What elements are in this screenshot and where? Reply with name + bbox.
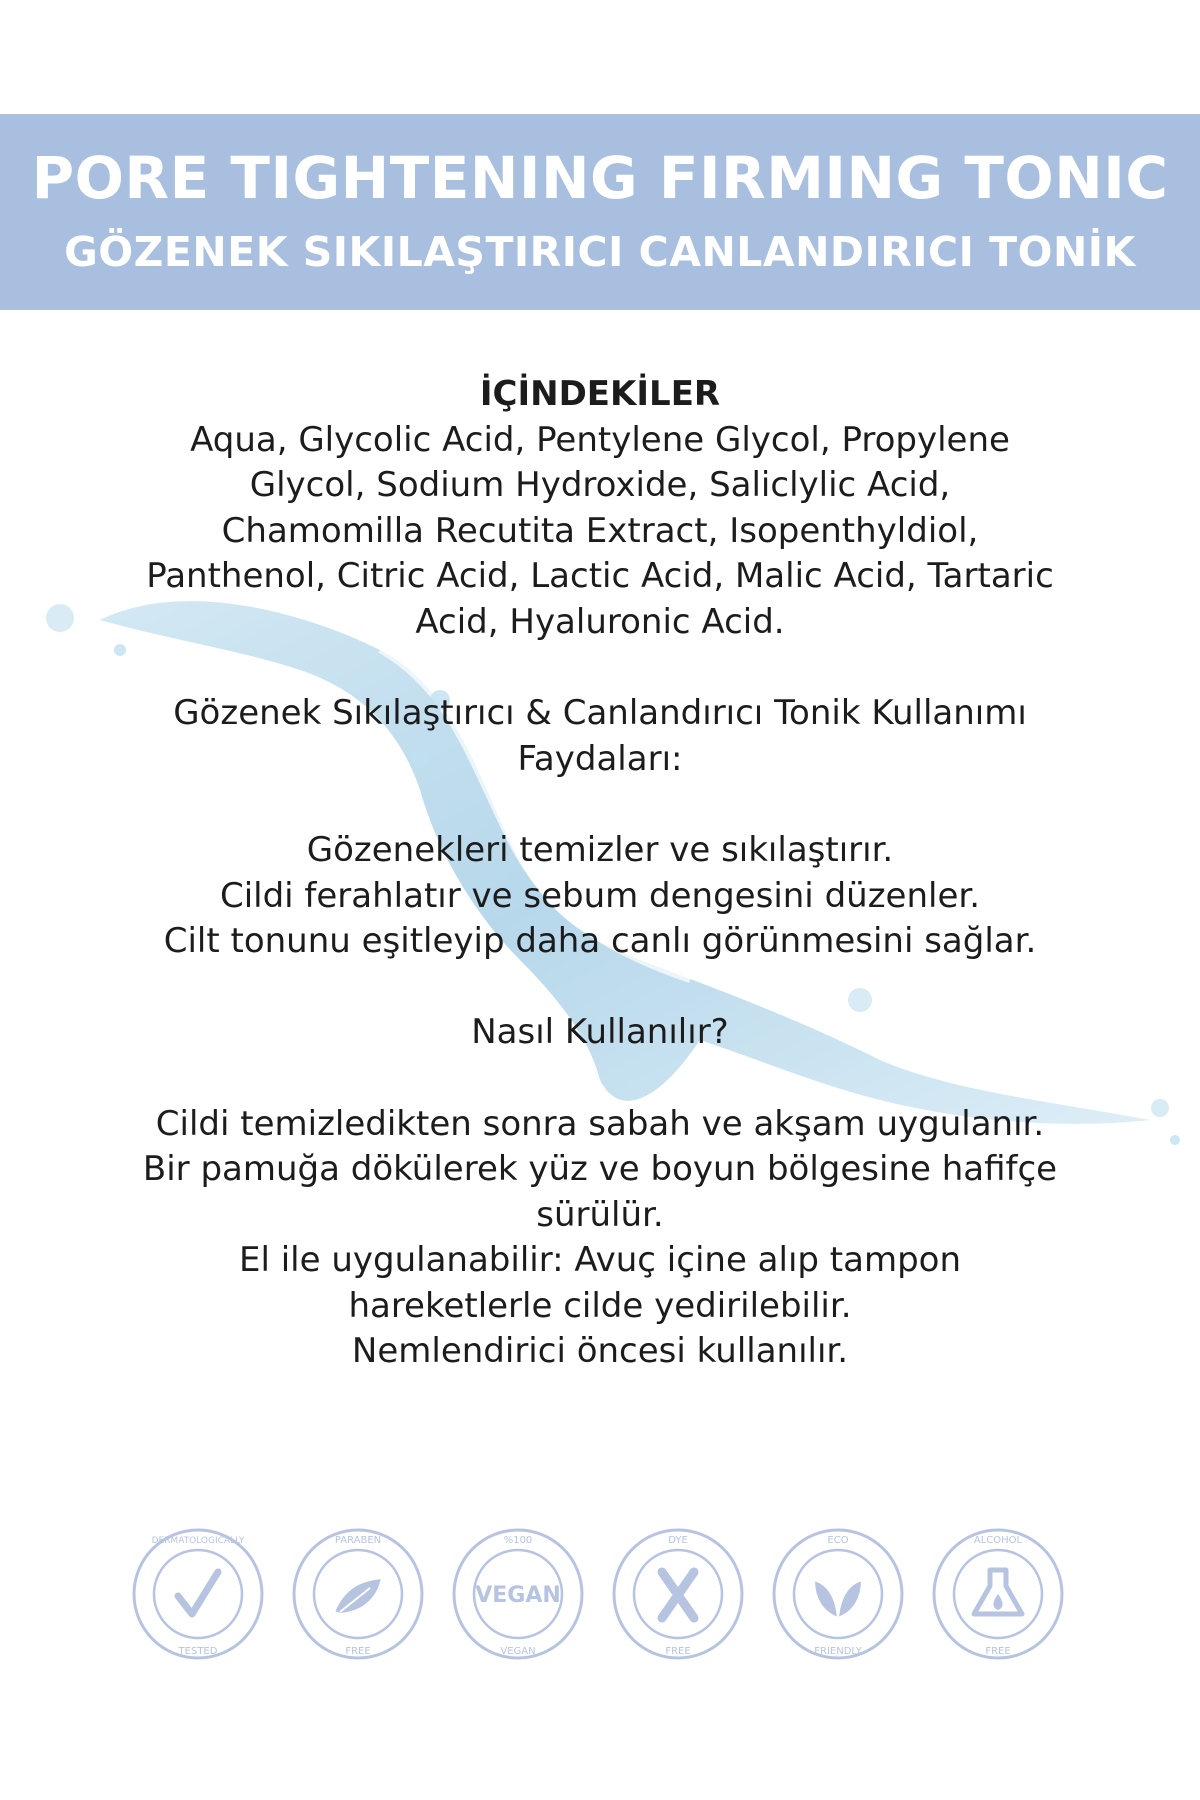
ingredients-heading: İÇİNDEKİLER: [479, 374, 721, 414]
benefits-heading: Gözenek Sıkılaştırıcı & Canlandırıcı Tonik Kullanımı: [173, 693, 1027, 734]
badge-top-text: DERMATOLOGICALLY: [151, 1536, 245, 1546]
benefit-line: Cildi ferahlatır ve sebum dengesini düzenler.: [219, 875, 981, 916]
dermatologically-tested-badge: [130, 1526, 266, 1662]
usage-line: Bir pamuğa dökülerek yüz ve boyun bölgesine hafifçe: [142, 1149, 1058, 1190]
benefit-line: Cilt tonunu eşitleyip daha canlı görünmesini sağlar.: [163, 921, 1037, 962]
benefits-heading: Faydaları:: [517, 738, 683, 779]
badge-bottom-text: FREE: [665, 1646, 691, 1657]
badge-top-text: %100: [503, 1535, 533, 1546]
badge-bottom-text: FREE: [985, 1646, 1011, 1657]
eco-leaves-icon: [814, 1580, 862, 1618]
benefit-line: Gözenekleri temizler ve sıkılaştırır.: [306, 829, 894, 870]
eco-friendly-badge: [770, 1526, 906, 1662]
ingredients-line: Glycol, Sodium Hydroxide, Saliclylic Acid,: [249, 465, 951, 506]
usage-line: Nemlendirici öncesi kullanılır.: [351, 1331, 849, 1372]
checkmark-icon: [178, 1572, 218, 1614]
certification-badges: [130, 1526, 1070, 1666]
usage-line: hareketlerle cilde yedirilebilir.: [348, 1285, 852, 1326]
usage-line: El ile uygulanabilir: Avuç içine alıp tampon: [238, 1240, 962, 1281]
badge-top-text: ALCOHOL: [973, 1535, 1023, 1546]
usage-line: Cildi temizledikten sonra sabah ve akşam uygulanır.: [155, 1103, 1045, 1144]
product-title-en: PORE TIGHTENING FIRMING TONIC: [31, 144, 1169, 212]
badge-bottom-text: VEGAN: [500, 1646, 536, 1657]
x-icon: [662, 1572, 694, 1618]
title-banner: [0, 114, 1200, 310]
alcohol-free-badge: [930, 1526, 1066, 1662]
ingredients-line: Chamomilla Recutita Extract, Isopenthyldiol,: [221, 510, 979, 551]
badge-bottom-text: TESTED: [178, 1646, 218, 1657]
badge-top-text: DYE: [668, 1535, 688, 1546]
ingredients-line: Panthenol, Citric Acid, Lactic Acid, Malic Acid, Tartaric: [146, 556, 1054, 597]
leaf-icon: [334, 1578, 382, 1614]
ingredients-line: Acid, Hyaluronic Acid.: [415, 601, 785, 642]
ingredients-line: Aqua, Glycolic Acid, Pentylene Glycol, Propylene: [190, 419, 1010, 460]
badge-top-text: ECO: [827, 1535, 849, 1546]
product-title-tr: GÖZENEK SIKILAŞTIRICI CANLANDIRICI TONİK: [64, 228, 1136, 276]
product-info: [100, 372, 1100, 1375]
badge-bottom-text: FRIENDLY: [814, 1646, 862, 1657]
vegan-icon: VEGAN: [475, 1583, 561, 1608]
usage-line: sürülür.: [536, 1194, 664, 1235]
usage-heading: Nasıl Kullanılır?: [471, 1012, 729, 1053]
badge-bottom-text: FREE: [345, 1646, 371, 1657]
paraben-free-badge: [290, 1526, 426, 1662]
badge-top-text: PARABEN: [334, 1535, 382, 1546]
vegan-badge: [450, 1526, 586, 1662]
dye-free-badge: [610, 1526, 746, 1662]
